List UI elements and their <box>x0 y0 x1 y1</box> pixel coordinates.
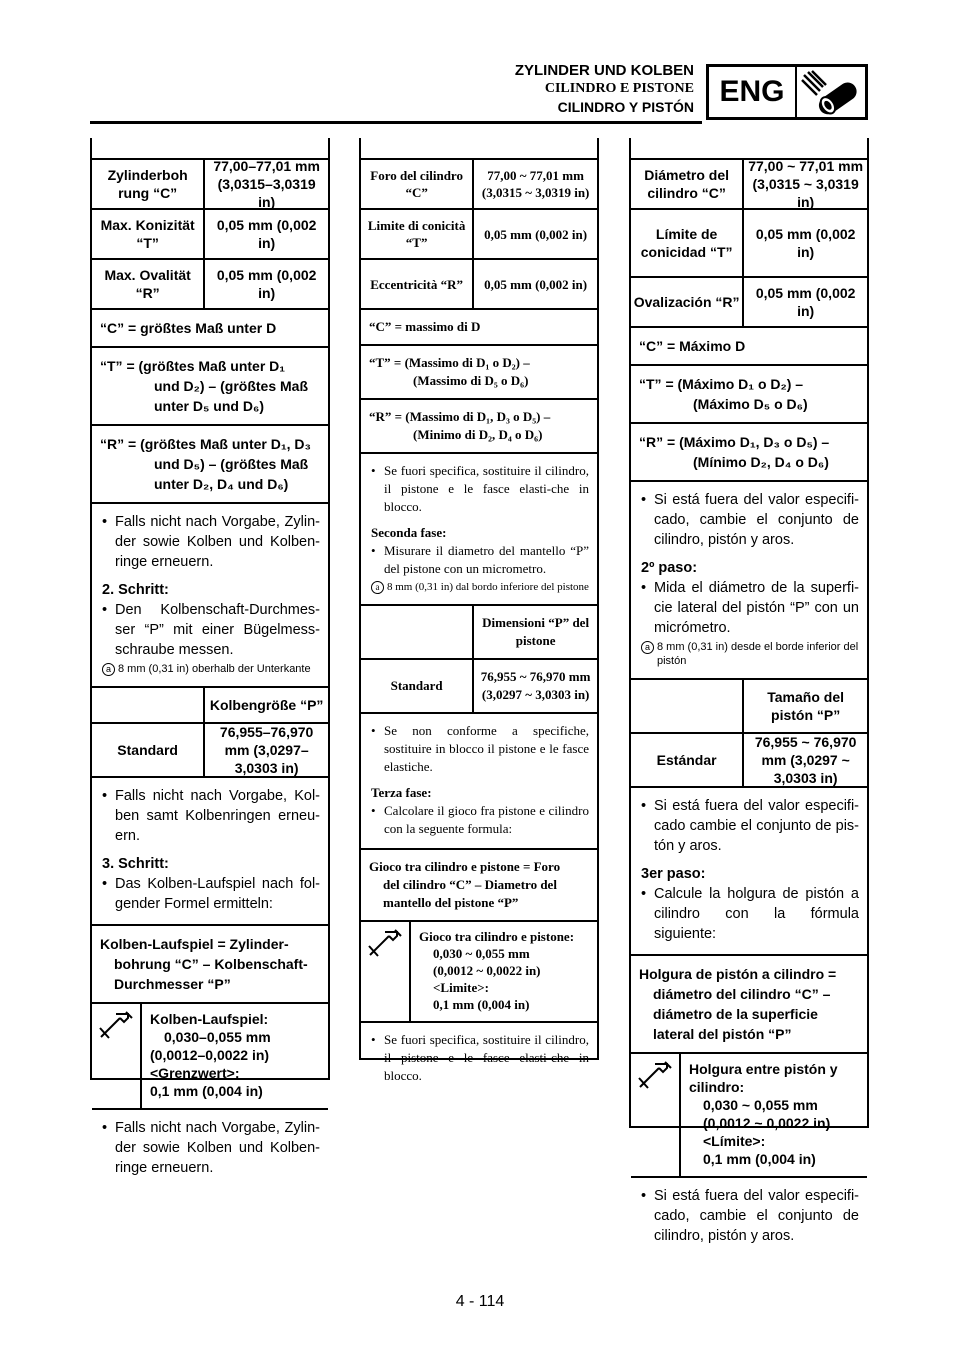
piston-size-value: 76,955 ~ 76,970 mm (3,0297 ~ 3,0303 in) <box>480 669 591 702</box>
step-heading: 2. Schritt: <box>102 582 169 598</box>
formula-text: “R” = (größtes Maß unter D₁, D₃ <box>100 436 311 452</box>
bullet-text: • Mida el diámetro de la superfi-cie lateral del pistón “P” con un micrómetro. <box>641 578 859 638</box>
spec-label: Limite di conicità “T” <box>361 210 474 258</box>
section-tab <box>706 64 868 120</box>
instructions-block <box>92 1108 328 1188</box>
formula-text: Durchmesser “P” <box>114 976 231 992</box>
bullet-text: • Den Kolbenschaft-Durchmes-ser “P” mit einer Bügelmess-schraube messen. <box>102 600 320 660</box>
formula-text: “C” = Máximo D <box>639 338 746 354</box>
limit-text: 0,1 mm (0,004 in) <box>433 997 530 1012</box>
spec-label: Eccentricità “R” <box>361 260 474 308</box>
note-text: 8 mm (0,31 in) desde el borde inferior del pistón <box>657 641 859 667</box>
clearance-formula <box>361 848 597 920</box>
spec-row-bore <box>631 158 867 208</box>
note <box>371 580 589 594</box>
limit-text: Kolben-Laufspiel: <box>150 1011 269 1027</box>
formula-text: (Mínimo D₂, D₄ o D₆) <box>693 454 829 470</box>
header-title-de: ZYLINDER UND KOLBEN <box>514 62 694 79</box>
bullet-text: • Se fuori specifica, sostituire il cilindro, il pistone e le fasce elasti-che in blocco. <box>371 462 589 516</box>
bullet-text: • Misurare il diametro del mantello “P” del pistone con un micrometro. <box>371 542 589 578</box>
piston-size-label: Standard <box>117 742 178 758</box>
formula-c <box>631 326 867 364</box>
step-heading: Terza fase: <box>371 785 432 800</box>
instructions-block <box>631 786 867 954</box>
formula-text: diámetro de la superficie <box>653 1006 818 1022</box>
instructions-block <box>92 502 328 686</box>
wrench-icon <box>361 922 411 1021</box>
limit-text: 0,1 mm (0,004 in) <box>703 1151 816 1167</box>
step-heading: 3. Schritt: <box>102 856 169 872</box>
spec-value: 0,05 mm (0,002 in) <box>484 276 588 292</box>
formula-text: unter D₂, D₄ und D₆) <box>154 476 289 492</box>
formula-text: (Máximo D₅ o D₆) <box>693 396 808 412</box>
spec-row-out-of-round <box>361 258 597 308</box>
clearance-limit <box>361 920 597 1021</box>
clearance-limit <box>631 1052 867 1176</box>
formula-text: Holgura de pistón a cilindro = <box>639 966 837 982</box>
bullet-text: • Calcolare il gioco fra pistone e cilindro con la seguente formula: <box>371 802 589 838</box>
formula-t <box>631 364 867 422</box>
bullet-text: • Falls nicht nach Vorgabe, Zylin-der sowie Kolben und Kolben-ringe erneuern. <box>102 1118 320 1178</box>
spec-label: Foro del cilindro “C” <box>361 160 474 208</box>
limit-text: 0,1 mm (0,004 in) <box>150 1083 263 1099</box>
spec-row-taper <box>92 208 328 258</box>
piston-size-table <box>361 604 597 712</box>
column-spanish <box>629 138 869 1244</box>
note-marker: a <box>641 641 654 654</box>
spec-value: 77,00 ~ 77,01 mm (3,0315 ~ 3,0319 in) <box>481 168 590 200</box>
spec-row-out-of-round <box>92 258 328 308</box>
piston-size-value: 76,955–76,970 mm (3,0297–3,0303 in) <box>219 724 314 776</box>
limit-text: <Grenzwert>: <box>150 1065 240 1081</box>
formula-c <box>92 308 328 346</box>
instructions-block <box>92 776 328 924</box>
spec-value: 77,00–77,01 mm (3,0315–3,0319 in) <box>213 158 320 210</box>
formula-c <box>361 308 597 344</box>
header-rule <box>90 121 702 124</box>
note-marker: a <box>102 663 115 676</box>
spec-value: 0,05 mm (0,002 in) <box>216 217 317 251</box>
note-marker: a <box>371 581 384 594</box>
spec-row-taper <box>361 208 597 258</box>
piston-size-label: Estándar <box>656 752 717 768</box>
bullet-text: • Falls nicht nach Vorgabe, Zylin-der sowie Kolben und Kolben-ringe erneuern. <box>102 512 320 572</box>
limit-text: <Límite>: <box>703 1133 766 1149</box>
clearance-formula <box>631 954 867 1052</box>
formula-text: “T” = (Massimo di D₁ o D₂) – <box>369 355 530 370</box>
formula-text: unter D₅ und D₆) <box>154 398 264 414</box>
spec-label: Max. Ovalität “R” <box>92 260 205 308</box>
page-number: 4 - 114 <box>455 1293 505 1310</box>
formula-t <box>92 346 328 424</box>
instructions-block <box>361 712 597 848</box>
step-heading: Seconda fase: <box>371 525 447 540</box>
bullet-text: • Si está fuera del valor especifi-cado, cambie el conjunto de cilindro, pistón y aros. <box>641 1186 859 1246</box>
formula-text: Gioco tra cilindro e pistone = Foro <box>369 859 561 874</box>
limit-text: 0,030 ~ 0,055 mm <box>433 946 530 961</box>
wrench-icon <box>631 1054 681 1176</box>
piston-size-header: Tamaño del pistón “P” <box>744 680 867 734</box>
engine-tool-icon <box>797 67 865 117</box>
piston-size-table <box>92 686 328 776</box>
column-italian <box>359 138 599 1083</box>
spec-value: 77,00 ~ 77,01 mm (3,0315 ~ 3,0319 in) <box>748 158 864 210</box>
instructions-block <box>361 452 597 604</box>
bullet-text: • Falls nicht nach Vorgabe, Kol-ben samt Kolbenringen erneu-ern. <box>102 786 320 846</box>
formula-text: und D₂) – (größtes Maß <box>154 378 308 394</box>
header-title-it: CILINDRO E PISTONE <box>544 81 694 96</box>
piston-size-header: Kolbengröße “P” <box>205 688 328 724</box>
piston-size-table <box>631 678 867 786</box>
piston-size-label: Standard <box>390 678 443 693</box>
header-title-es: CILINDRO Y PISTÓN <box>557 99 694 115</box>
limit-text: (0,0012–0,0022 in) <box>150 1047 270 1063</box>
instructions-block <box>361 1021 597 1095</box>
limit-text: 0,030 ~ 0,055 mm <box>703 1097 818 1113</box>
limit-text: 0,030–0,055 mm <box>164 1029 271 1045</box>
spec-label: Diámetro del cilindro “C” <box>631 160 744 208</box>
spec-label: Ovalización “R” <box>631 278 744 326</box>
limit-text: (0,0012 ~ 0,0022 in) <box>703 1115 831 1131</box>
section-tab-label: ENG <box>709 67 797 117</box>
column-german <box>90 138 330 1176</box>
formula-text: “C” = größtes Maß unter D <box>100 320 277 336</box>
formula-text: “C” = massimo di D <box>369 319 481 334</box>
step-heading: 3er paso: <box>641 866 706 882</box>
bullet-text: • Calcule la holgura de pistón a cilindro con la fórmula siguiente: <box>641 884 859 944</box>
formula-text: “T” = (größtes Maß unter D₁ <box>100 358 286 374</box>
spec-row-bore <box>92 158 328 208</box>
spec-value: 0,05 mm (0,002 in) <box>216 267 317 301</box>
bullet-text: • Das Kolben-Laufspiel nach fol-gender Formel ermitteln: <box>102 874 320 914</box>
spec-row-out-of-round <box>631 276 867 326</box>
step-heading: 2º paso: <box>641 560 698 576</box>
formula-text: mantello del pistone “P” <box>383 895 519 910</box>
limit-text: Gioco tra cilindro e pistone: <box>419 929 575 944</box>
bullet-text: • Se non conforme a specifiche, sostituire in blocco il pistone e le fasce elastiche. <box>371 722 589 776</box>
note-text: 8 mm (0,31 in) oberhalb der Unterkante <box>118 663 311 675</box>
formula-text: lateral del pistón “P” <box>653 1026 792 1042</box>
formula-text: diámetro del cilindro “C” – <box>653 986 831 1002</box>
formula-text: (Massimo di D₅ o D₆) <box>413 373 529 388</box>
spec-value: 0,05 mm (0,002 in) <box>755 285 856 319</box>
limit-text: Holgura entre pistón y cilindro: <box>689 1061 838 1095</box>
formula-text: “T” = (Máximo D₁ o D₂) – <box>639 376 804 392</box>
formula-r <box>631 422 867 480</box>
formula-text: Kolben-Laufspiel = Zylinder- <box>100 936 289 952</box>
piston-size-header: Dimensioni “P” del pistone <box>474 606 597 660</box>
spec-row-taper <box>631 208 867 276</box>
note <box>102 662 320 676</box>
spec-value: 0,05 mm (0,002 in) <box>755 226 856 260</box>
note-text: 8 mm (0,31 in) dal bordo inferiore del pistone <box>387 581 589 593</box>
formula-text: “R” = (Máximo D₁, D₃ o D₅) – <box>639 434 830 450</box>
spec-row-bore <box>361 158 597 208</box>
formula-r <box>361 398 597 452</box>
piston-size-value: 76,955 ~ 76,970 mm (3,0297 ~ 3,0303 in) <box>754 734 857 786</box>
spec-value: 0,05 mm (0,002 in) <box>484 226 588 242</box>
bullet-text: • Se fuori specifica, sostituire il cilindro, il pistone e le fasce elasti-che in blocco. <box>371 1031 589 1085</box>
instructions-block <box>631 1176 867 1256</box>
clearance-limit <box>92 1002 328 1108</box>
section-header <box>515 62 694 116</box>
formula-text: (Minimo di D₂, D₄ o D₆) <box>413 427 543 442</box>
formula-text: del cilindro “C” – Diametro del <box>383 877 557 892</box>
limit-text: <Limite>: <box>433 980 489 995</box>
bullet-text: • Si está fuera del valor especifi-cado cambie el conjunto de pis-tón y aros. <box>641 796 859 856</box>
formula-text: “R” = (Massimo di D₁, D₃ o D₅) – <box>369 409 551 424</box>
spec-label: Zylinderboh rung “C” <box>92 160 205 208</box>
instructions-block <box>631 480 867 678</box>
wrench-icon <box>92 1004 142 1108</box>
spec-label: Max. Konizität “T” <box>92 210 205 258</box>
clearance-formula <box>92 924 328 1002</box>
bullet-text: • Si está fuera del valor especifi-cado, cambie el conjunto de cilindro, pistón y aros. <box>641 490 859 550</box>
limit-text: (0,0012 ~ 0,0022 in) <box>433 963 541 978</box>
formula-text: und D₅) – (größtes Maß <box>154 456 309 472</box>
formula-text: bohrung “C” – Kolbenschaft- <box>114 956 308 972</box>
formula-r <box>92 424 328 502</box>
note <box>641 640 859 668</box>
spec-label: Límite de conicidad “T” <box>631 210 744 276</box>
formula-t <box>361 344 597 398</box>
